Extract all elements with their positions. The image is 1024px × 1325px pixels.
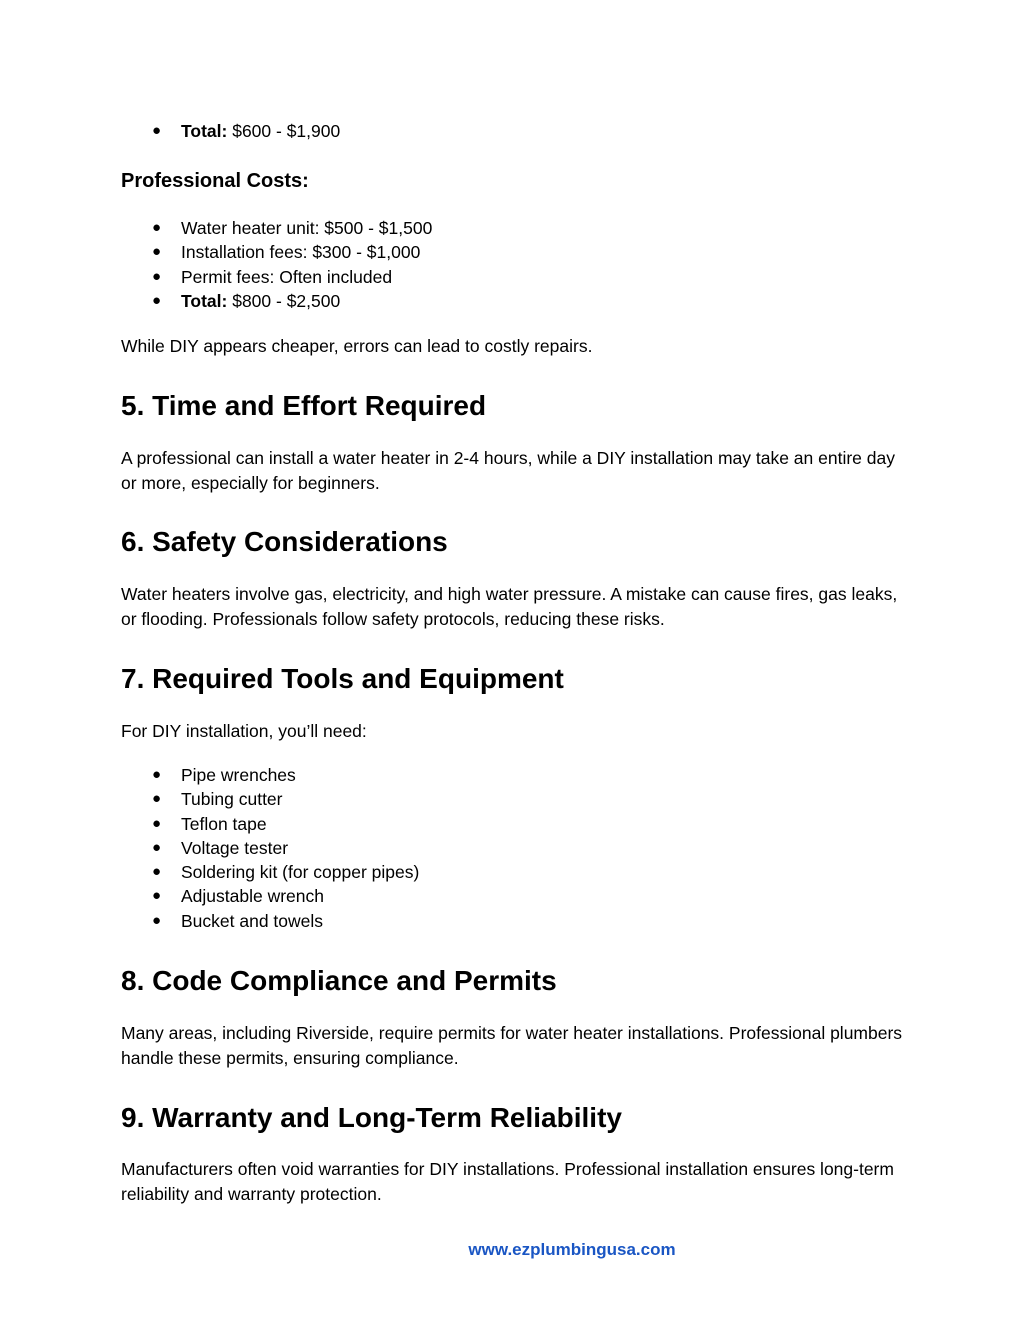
bullet-icon: ● [152, 838, 162, 856]
bullet-icon: ● [152, 267, 162, 285]
item-text: Teflon tape [181, 813, 267, 834]
item-text: Permit fees: Often included [181, 266, 393, 287]
item-bold-label: Total: [181, 290, 228, 311]
item-text: Pipe wrenches [181, 765, 296, 785]
section-6-body: Water heaters involve gas, electricity, and high water pressure. A mistake can cause fires, gas leaks, or flooding. Professionals follow safety protocols, reducing these risks. [121, 584, 898, 629]
top-cost-list [121, 119, 911, 143]
bullet-icon: ● [152, 291, 162, 309]
list-item [121, 216, 911, 240]
item-text: Adjustable wrench [181, 886, 324, 907]
bullet-icon: ● [152, 243, 162, 261]
item-text: Soldering kit (for copper pipes) [181, 862, 420, 883]
item-text: Tubing cutter [181, 789, 283, 810]
item-text: Bucket and towels [181, 910, 324, 931]
item-text: Water heater unit: $500 - $1,500 [181, 218, 433, 238]
item-bold-label: Total: [181, 121, 228, 141]
section-6-title: 6. Safety Considerations [121, 526, 448, 557]
list-item [121, 763, 911, 787]
list-item [121, 860, 911, 884]
list-item [121, 265, 911, 289]
item-text: Voltage tester [181, 837, 289, 858]
bullet-icon: ● [152, 863, 162, 881]
item-text: Installation fees: $300 - $1,000 [181, 242, 421, 263]
bullet-icon: ● [152, 122, 162, 139]
section-7-intro: For DIY installation, you’ll need: [121, 721, 367, 741]
list-item [121, 812, 911, 836]
list-item [121, 289, 911, 313]
list-item [121, 909, 911, 933]
list-item [121, 119, 911, 143]
item-text: $600 - $1,900 [227, 121, 341, 141]
list-item [121, 787, 911, 811]
list-item [121, 240, 911, 264]
section-7-title: 7. Required Tools and Equipment [121, 663, 564, 694]
list-item [121, 884, 911, 908]
section-8-body: Many areas, including Riverside, require permits for water heater installations. Professional plumbers handle these permits, ensuring compliance. [121, 1023, 903, 1068]
bullet-icon: ● [152, 911, 162, 929]
list-item [121, 836, 911, 860]
bullet-icon: ● [152, 790, 162, 808]
section-9-body: Manufacturers often void warranties for DIY installations. Professional installation ensures long-term reliability and warranty protection. [121, 1159, 894, 1204]
cost-note: While DIY appears cheaper, errors can lead to costly repairs. [121, 336, 593, 356]
bullet-icon: ● [152, 887, 162, 905]
item-text: $800 - $2,500 [227, 290, 341, 311]
section-8-title: 8. Code Compliance and Permits [121, 965, 557, 996]
professional-costs-list [121, 216, 911, 313]
section-9-title: 9. Warranty and Long-Term Reliability [121, 1102, 622, 1133]
professional-costs-heading: Professional Costs: [121, 170, 309, 192]
section-5-body: A professional can install a water heater in 2-4 hours, while a DIY installation may take an entire day or more, especially for beginners. [121, 448, 895, 493]
bullet-icon: ● [152, 814, 162, 832]
bullet-icon: ● [152, 766, 162, 783]
tools-list [121, 763, 911, 933]
bullet-icon: ● [152, 219, 162, 236]
website-link[interactable]: www.ezplumbingusa.com [468, 1240, 676, 1259]
section-5-title: 5. Time and Effort Required [121, 390, 487, 421]
